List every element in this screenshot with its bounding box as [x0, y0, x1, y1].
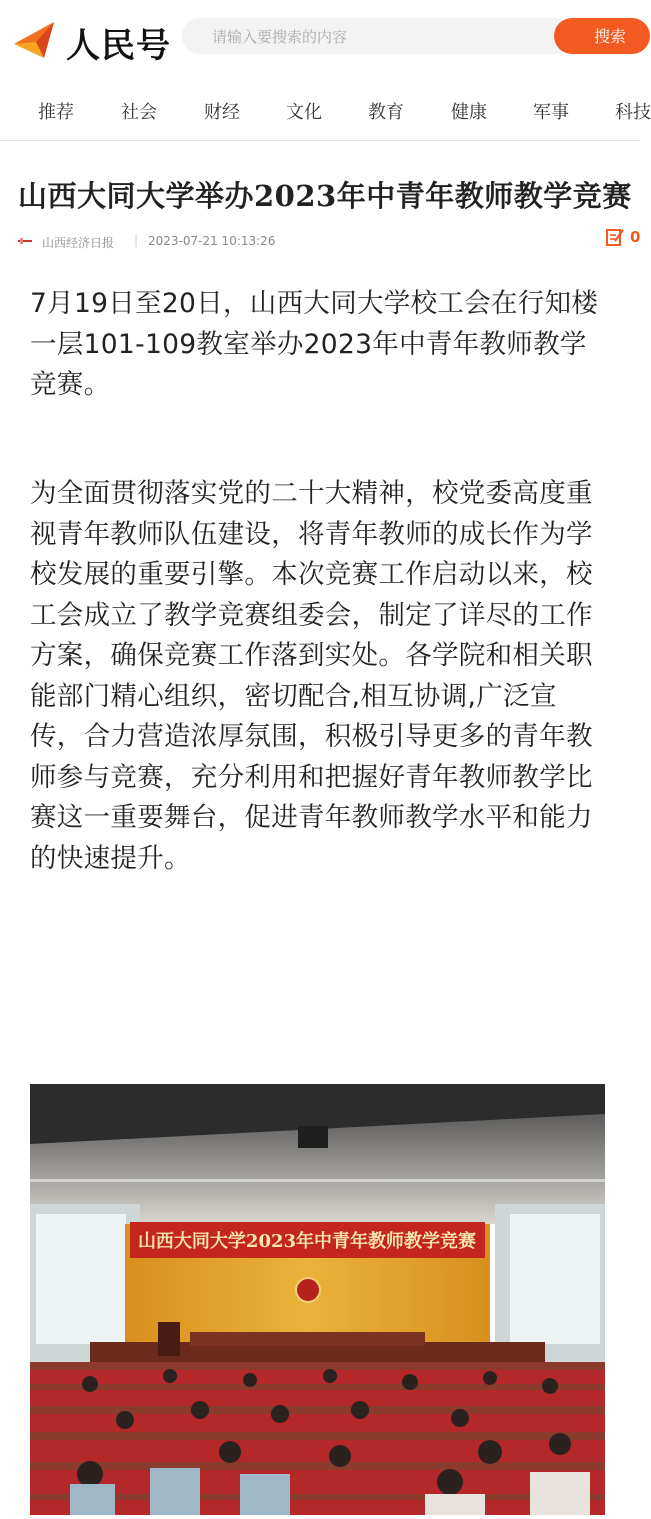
top-header: [0, 0, 640, 74]
publish-time: 2023-07-21 10:13:26: [148, 234, 276, 248]
logo-text: 人民号: [66, 26, 171, 66]
article-title: 山西大同大学举办2023年中青年教师教学竞赛: [18, 179, 632, 213]
nav-divider: [0, 140, 640, 141]
search-input[interactable]: [210, 18, 544, 56]
site-logo[interactable]: [14, 16, 174, 66]
nav-item-recommend[interactable]: 推荐: [38, 102, 74, 123]
search-box: [182, 18, 572, 54]
comment-count: 0: [630, 228, 641, 246]
nav-item-military[interactable]: 军事: [533, 102, 569, 123]
article-paragraph-1: 7月19日至20日，山西大同大学校工会在行知楼一层101-109教室举办2023年中青年教师教学竞赛。: [30, 288, 599, 400]
article-source[interactable]: 山西经济日报: [42, 236, 115, 250]
nav-item-health[interactable]: 健康: [451, 102, 487, 123]
nav-item-education[interactable]: 教育: [368, 102, 404, 123]
logo-mark-icon: [14, 20, 58, 60]
source-avatar-icon: [18, 236, 32, 246]
edit-comment-icon: [606, 228, 624, 246]
article-photo: [30, 1084, 605, 1515]
search-button[interactable]: 搜索: [554, 18, 650, 54]
nav-item-society[interactable]: 社会: [121, 102, 157, 123]
category-nav: [0, 84, 651, 140]
nav-item-finance[interactable]: 财经: [204, 102, 240, 123]
conference-hall-image: [30, 1084, 605, 1515]
meta-separator: |: [134, 233, 139, 247]
nav-item-culture[interactable]: 文化: [286, 102, 322, 123]
photo-banner-text: 山西大同大学2023年中青年教师教学竞赛: [137, 1231, 477, 1252]
nav-item-tech[interactable]: 科技: [615, 102, 651, 123]
article-paragraph-2: 为全面贯彻落实党的二十大精神，校党委高度重视青年教师队伍建设，将青年教师的成长作为学校发展的重要引擎。本次竞赛工作启动以来，校工会成立了教学竞赛组委会，制定了详尽的工作方案，确保竞赛工作落到实处。各学院和相关职能部门精心组织，密切配合,相互协调,广泛宣传，合力营造浓厚氛围，积极引导更多的青年教师参与竞赛，充分利用和把握好青年教师教学比赛这一重要舞台，促进青年教师教学水平和能力的快速提升。: [30, 478, 593, 874]
